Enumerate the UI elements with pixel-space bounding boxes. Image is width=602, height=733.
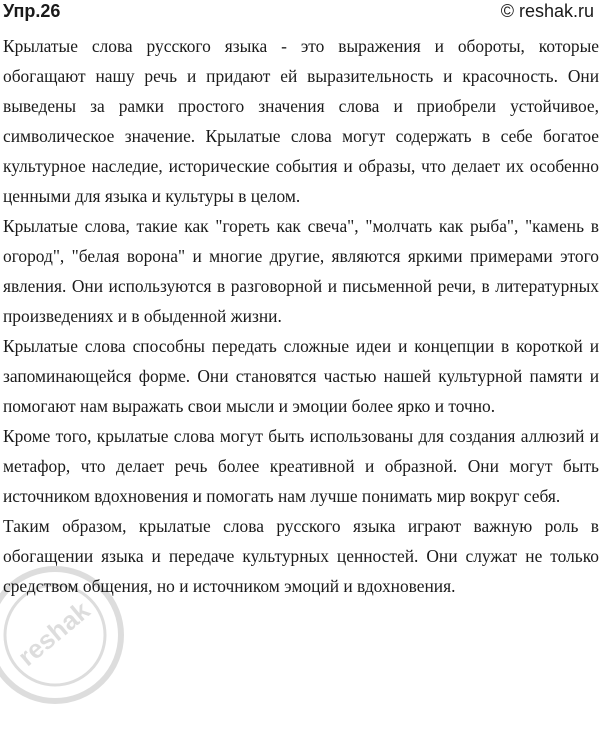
document-body — [3, 31, 599, 601]
page-header — [0, 0, 602, 26]
watermark-text: reshak — [11, 595, 96, 672]
paragraph-2: Крылатые слова, такие как "гореть как свеча", "молчать как рыба", "камень в огород", "белая ворона" и многие другие, являются яркими примерами этого явления. Они используются в разговорной и письменной речи, в литературных произведениях и в обыденной жизни. — [3, 216, 599, 326]
site-credit: © reshak.ru — [500, 1, 594, 21]
paragraph-3: Крылатые слова способны передать сложные идеи и концепции в короткой и запоминающейся форме. Они становятся частью нашей культурной памяти и помогают нам выражать свои мысли и эмоции более ярко и точно. — [3, 336, 599, 416]
paragraph-5: Таким образом, крылатые слова русского языка играют важную роль в обогащении языка и передаче культурных ценностей. Они служат не только средством общения, но и источником эмоций и вдохновения. — [3, 516, 599, 596]
paragraph-1: Крылатые слова русского языка - это выражения и обороты, которые обогащают нашу речь и придают ей выразительность и красочность. Они выведены за рамки простого значения слова и приобрели устойчивое, символическое значение. Крылатые слова могут содержать в себе богатое культурное наследие, исторические события и образы, что делает их особенно ценными для языка и культуры в целом. — [3, 36, 599, 206]
exercise-title: Упр.26 — [3, 1, 61, 21]
paragraph-4: Кроме того, крылатые слова могут быть использованы для создания аллюзий и метафор, что делает речь более креативной и образной. Они могут быть источником вдохновения и помогать нам лучше понимать мир вокруг себя. — [3, 426, 599, 506]
